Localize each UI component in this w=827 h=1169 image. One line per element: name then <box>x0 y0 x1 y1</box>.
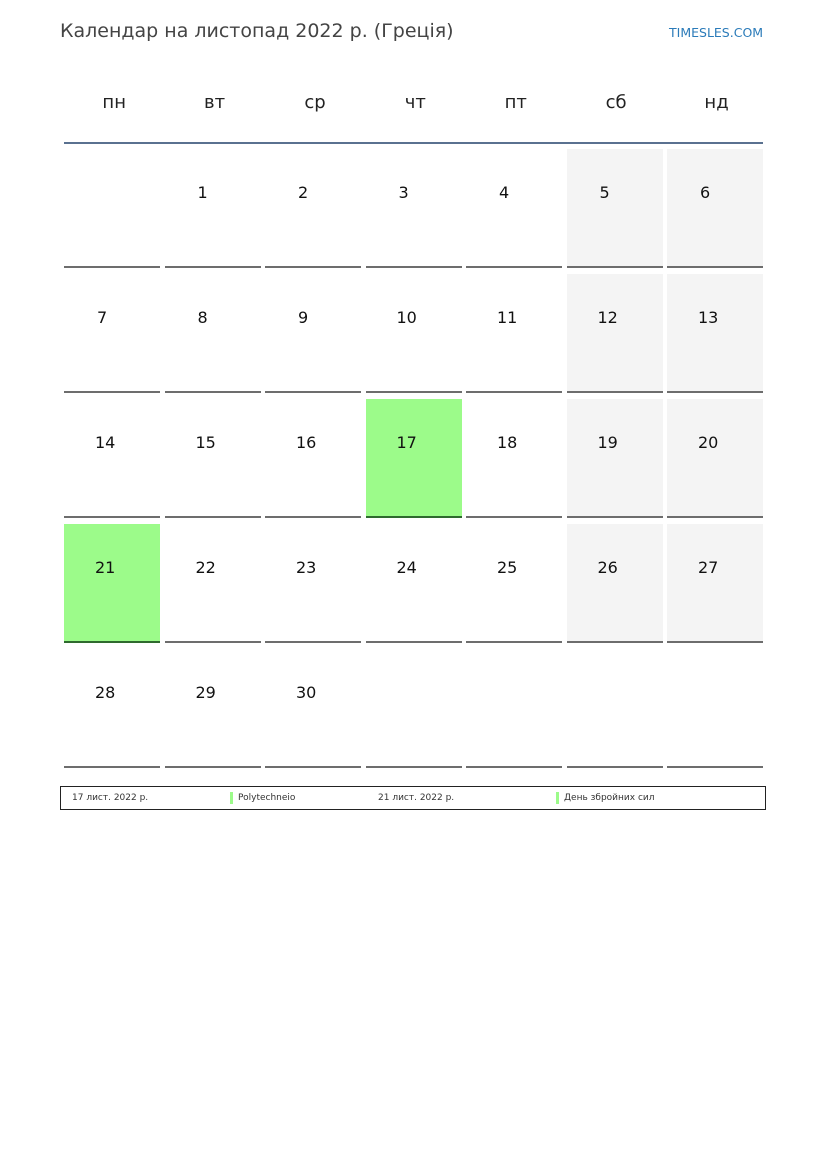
day-number: 27 <box>698 558 719 577</box>
day-number: 22 <box>195 558 216 577</box>
calendar-week-row <box>64 274 763 394</box>
day-number: 19 <box>597 433 618 452</box>
day-number: 5 <box>599 183 610 202</box>
day-number: 2 <box>298 183 309 202</box>
day-cell[interactable] <box>165 524 261 643</box>
day-cell[interactable] <box>567 149 663 268</box>
weekday-tue: вт <box>204 92 226 113</box>
day-number: 17 <box>396 433 417 452</box>
day-number: 24 <box>396 558 417 577</box>
day-number: 6 <box>700 183 711 202</box>
day-cell[interactable] <box>165 149 261 268</box>
day-number: 3 <box>398 183 409 202</box>
weekday-sun: нд <box>704 92 729 113</box>
day-cell[interactable] <box>64 399 160 518</box>
holiday-day-cell[interactable] <box>64 524 160 643</box>
legend-color-swatch <box>230 792 233 804</box>
day-cell[interactable] <box>667 524 763 643</box>
day-number: 29 <box>195 683 216 702</box>
day-cell[interactable] <box>366 524 462 643</box>
calendar-week-row <box>64 524 763 644</box>
calendar-week-row <box>64 149 763 269</box>
day-number: 30 <box>296 683 317 702</box>
day-cell[interactable] <box>567 274 663 393</box>
empty-day-cell <box>667 649 763 768</box>
holiday-legend <box>60 786 766 810</box>
day-cell[interactable] <box>567 524 663 643</box>
day-cell[interactable] <box>466 149 562 268</box>
day-number: 23 <box>296 558 317 577</box>
day-number: 14 <box>95 433 116 452</box>
day-cell[interactable] <box>165 649 261 768</box>
weekday-wed: ср <box>304 92 326 113</box>
day-number: 10 <box>396 308 417 327</box>
empty-day-cell <box>466 649 562 768</box>
weekday-fri: пт <box>504 92 527 113</box>
day-number: 21 <box>95 558 116 577</box>
weekday-sat: сб <box>605 92 627 113</box>
empty-day-cell <box>567 649 663 768</box>
legend-holiday-name: День збройних сил <box>564 793 655 803</box>
day-cell[interactable] <box>64 649 160 768</box>
day-number: 4 <box>499 183 510 202</box>
legend-color-swatch <box>556 792 559 804</box>
day-number: 7 <box>97 308 108 327</box>
day-number: 15 <box>195 433 216 452</box>
day-cell[interactable] <box>466 524 562 643</box>
day-number: 18 <box>497 433 518 452</box>
holiday-day-cell[interactable] <box>366 399 462 518</box>
empty-day-cell <box>366 649 462 768</box>
page-title: Календар на листопад 2022 р. (Греція) <box>60 20 454 42</box>
calendar-week-row <box>64 399 763 519</box>
day-number: 11 <box>497 308 518 327</box>
month-calendar <box>64 80 763 769</box>
day-number: 26 <box>597 558 618 577</box>
day-cell[interactable] <box>265 399 361 518</box>
day-number: 20 <box>698 433 719 452</box>
day-cell[interactable] <box>567 399 663 518</box>
day-cell[interactable] <box>265 524 361 643</box>
empty-day-cell <box>64 149 160 268</box>
legend-date: 17 лист. 2022 р. <box>72 793 149 803</box>
weekday-mon: пн <box>102 92 126 113</box>
brand-link[interactable]: TIMESLES.COM <box>669 25 764 40</box>
day-cell[interactable] <box>667 274 763 393</box>
day-cell[interactable] <box>366 149 462 268</box>
weekday-header-row <box>64 80 763 144</box>
day-cell[interactable] <box>265 649 361 768</box>
day-number: 1 <box>197 183 208 202</box>
day-cell[interactable] <box>64 274 160 393</box>
day-cell[interactable] <box>366 274 462 393</box>
day-number: 28 <box>95 683 116 702</box>
legend-date: 21 лист. 2022 р. <box>378 793 455 803</box>
day-number: 16 <box>296 433 317 452</box>
legend-holiday-name: Polytechneio <box>238 793 296 803</box>
day-cell[interactable] <box>667 149 763 268</box>
day-cell[interactable] <box>466 274 562 393</box>
calendar-weeks <box>64 149 763 769</box>
day-cell[interactable] <box>466 399 562 518</box>
day-number: 25 <box>497 558 518 577</box>
day-number: 13 <box>698 308 719 327</box>
weekday-thu: чт <box>404 92 426 113</box>
day-cell[interactable] <box>265 149 361 268</box>
day-number: 12 <box>597 308 618 327</box>
day-number: 9 <box>298 308 309 327</box>
day-number: 8 <box>197 308 208 327</box>
calendar-week-row <box>64 649 763 769</box>
day-cell[interactable] <box>165 274 261 393</box>
day-cell[interactable] <box>265 274 361 393</box>
day-cell[interactable] <box>165 399 261 518</box>
day-cell[interactable] <box>667 399 763 518</box>
